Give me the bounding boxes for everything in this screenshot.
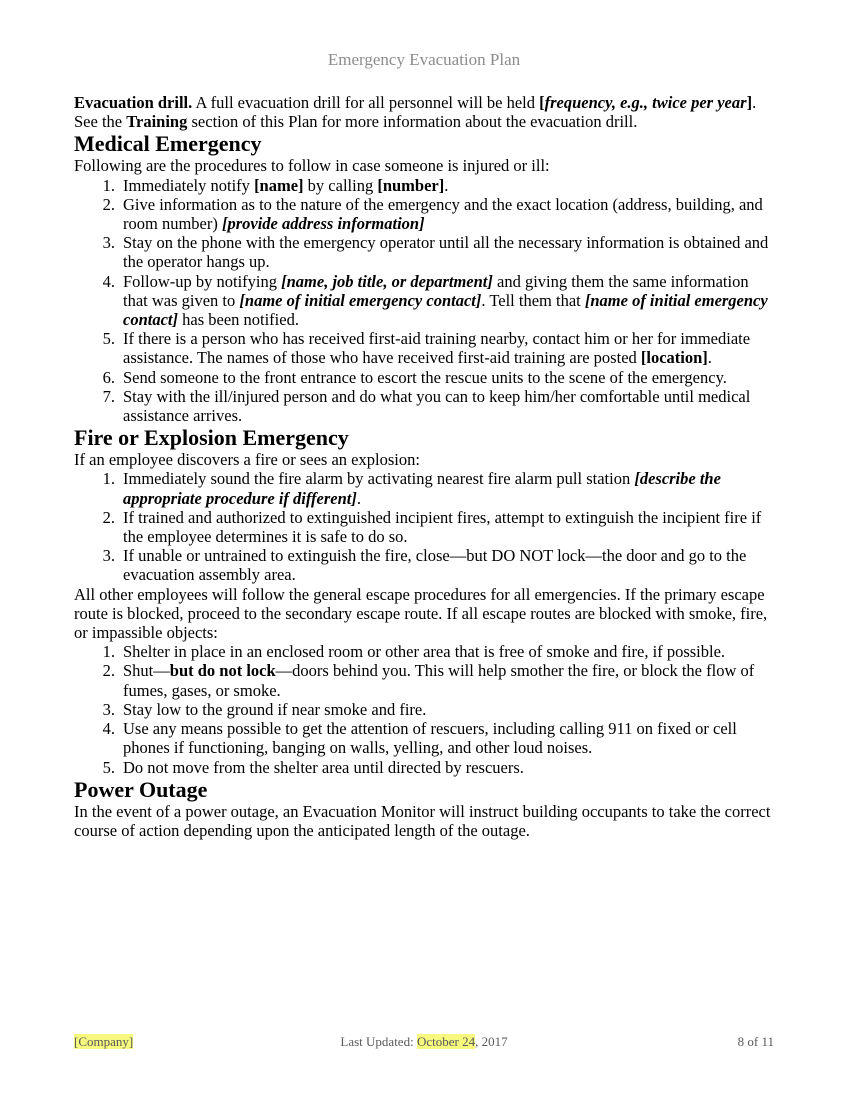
- list-item-text: [123, 719, 737, 757]
- text-run: If there is a person who has received first-aid training nearby, contact him or her for immediate assistance. The names of those who have received first-aid training are posted: [123, 329, 751, 368]
- list-item: [74, 642, 774, 661]
- list-number: 6.: [102, 367, 115, 387]
- text-run: [provide address information]: [221, 214, 425, 234]
- text-run: [: [539, 93, 545, 112]
- list-item-text: [123, 387, 750, 425]
- text-run: Immediately sound the fire alarm by activating nearest fire alarm pull station: [123, 469, 635, 489]
- text-run: Evacuation drill.: [74, 93, 193, 112]
- text-run: Training: [126, 112, 188, 132]
- text-run: Following are the procedures to follow in case someone is injured or ill:: [74, 156, 550, 176]
- list-number: 3.: [102, 546, 115, 566]
- text-run: [location]: [640, 348, 708, 368]
- evacuation-drill-paragraph: [74, 93, 774, 131]
- text-run: [name of initial emergency contact]: [239, 290, 482, 310]
- text-run: —doors behind you. This will help smother the fire, or block the flow of fumes, gases, or smoke.: [123, 661, 755, 700]
- footer-page-number: 8 of 11: [737, 1034, 774, 1049]
- text-run: October 24: [416, 1034, 476, 1049]
- text-run: has been notified.: [178, 310, 299, 330]
- text-run: . See the: [74, 93, 757, 132]
- list-number: 3.: [102, 233, 115, 253]
- list-number: 4.: [102, 719, 115, 739]
- text-run: Give information as to the nature of the emergency and the exact location (address, building, and room number): [123, 194, 763, 234]
- list-item-text: [123, 469, 721, 507]
- list-item-text: [123, 758, 524, 777]
- text-run: ]: [746, 93, 753, 112]
- list-item: [74, 661, 774, 699]
- text-run: In the event of a power outage, an Evacuation Monitor will instruct building occupants to take the correct course of action depending upon the anticipated length of the outage.: [74, 801, 771, 840]
- list-number: 3.: [102, 699, 115, 719]
- list-item: [74, 469, 774, 507]
- text-run: .: [356, 488, 362, 508]
- list-item: [74, 272, 774, 330]
- general-escape-list: [74, 642, 774, 776]
- list-item: [74, 329, 774, 367]
- text-run: Shelter in place in an enclosed room or other area that is free of smoke and fire, if possible.: [123, 642, 726, 662]
- text-run: , 2017: [475, 1034, 508, 1049]
- list-number: 2.: [102, 661, 115, 681]
- medical-emergency-intro: [74, 156, 774, 175]
- list-item-text: [123, 176, 448, 195]
- text-run: [name, job title, or department]: [281, 271, 493, 291]
- list-item: [74, 387, 774, 425]
- list-item-text: [123, 329, 750, 367]
- text-run: .: [444, 175, 449, 195]
- list-item: [74, 368, 774, 387]
- text-run: A full evacuation drill for all personnel will be held: [192, 93, 540, 112]
- list-number: 1.: [102, 642, 115, 662]
- text-run: Do not move from the shelter area until directed by rescuers.: [123, 757, 524, 777]
- text-run: Send someone to the front entrance to escort the rescue units to the scene of the emergency.: [123, 367, 727, 387]
- list-item-text: [123, 661, 754, 699]
- list-item-text: [123, 700, 426, 719]
- text-run: [number]: [377, 175, 445, 195]
- text-run: If an employee discovers a fire or sees an explosion:: [74, 450, 420, 470]
- text-run: Use any means possible to get the attention of rescuers, including calling 911 on fixed or cell phones if functioning, banging on walls, yelling, and other loud noises.: [123, 719, 737, 758]
- document-body: [74, 93, 774, 840]
- text-run: Immediately notify: [123, 175, 255, 195]
- text-run: and giving them the same information that was given to: [123, 271, 749, 310]
- fire-explosion-intro: [74, 450, 774, 469]
- text-run: Follow-up by notifying: [123, 271, 282, 291]
- medical-emergency-list: [74, 176, 774, 426]
- list-item: [74, 508, 774, 546]
- text-run: Stay with the ill/injured person and do what you can to keep him/her comfortable until medical assistance arrives.: [123, 386, 751, 426]
- power-outage-paragraph: [74, 802, 774, 840]
- list-item: [74, 546, 774, 584]
- text-run: .: [707, 348, 712, 368]
- text-run: If trained and authorized to extinguished incipient fires, attempt to extinguish the incipient fire if the employee determines it is safe to do so.: [123, 507, 762, 547]
- list-item-text: [123, 546, 746, 584]
- text-run: but do not lock: [169, 661, 276, 681]
- text-run: by calling: [303, 175, 378, 195]
- list-number: 2.: [102, 194, 115, 214]
- text-run: [name of initial emergency contact]: [123, 290, 768, 330]
- list-number: 7.: [102, 386, 115, 406]
- list-item: [74, 195, 774, 233]
- text-run: Stay low to the ground if near smoke and fire.: [123, 699, 427, 719]
- list-item-text: [123, 195, 763, 233]
- list-item: [74, 758, 774, 777]
- text-run: section of this Plan for more information about the evacuation drill.: [187, 112, 638, 132]
- list-item-text: [123, 642, 725, 661]
- fire-explosion-heading: Fire or Explosion Emergency: [74, 425, 349, 451]
- list-item-text: [123, 368, 727, 387]
- list-item-text: [123, 508, 761, 546]
- list-item: [74, 233, 774, 271]
- list-item: [74, 719, 774, 757]
- text-run: frequency, e.g., twice per year: [544, 93, 747, 112]
- text-run: . Tell them that: [481, 290, 585, 310]
- text-run: [describe the appropriate procedure if different]: [123, 469, 721, 508]
- text-run: If unable or untrained to extinguish the fire, close—but DO NOT lock—the door and go to the evacuation assembly area.: [123, 546, 747, 585]
- list-item: [74, 176, 774, 195]
- text-run: All other employees will follow the general escape procedures for all emergencies. If the primary escape route is blocked, proceed to the secondary escape route. If all escape routes are blocked with smoke, fire, or impassible objects:: [74, 584, 768, 643]
- medical-emergency-heading: Medical Emergency: [74, 131, 262, 157]
- general-escape-paragraph: [74, 585, 774, 643]
- list-item-text: [123, 272, 768, 329]
- list-number: 1.: [102, 469, 115, 489]
- text-run: [Company]: [74, 1034, 134, 1049]
- list-item: [74, 700, 774, 719]
- text-run: Shut—: [123, 661, 170, 681]
- power-outage-heading: Power Outage: [74, 776, 208, 802]
- page-footer: [74, 1034, 774, 1052]
- text-run: Last Updated:: [340, 1034, 417, 1049]
- list-number: 5.: [102, 757, 115, 777]
- footer-last-updated: [74, 1034, 774, 1050]
- text-run: [name]: [254, 175, 304, 195]
- list-number: 5.: [102, 329, 115, 349]
- list-item-text: [123, 233, 768, 271]
- list-number: 2.: [102, 507, 115, 527]
- text-run: Stay on the phone with the emergency operator until all the necessary information is obtained and the operator hangs up.: [123, 233, 769, 272]
- list-number: 4.: [102, 271, 115, 291]
- list-number: 1.: [102, 175, 115, 195]
- fire-explosion-list: [74, 469, 774, 584]
- document-title: Emergency Evacuation Plan: [327, 50, 521, 69]
